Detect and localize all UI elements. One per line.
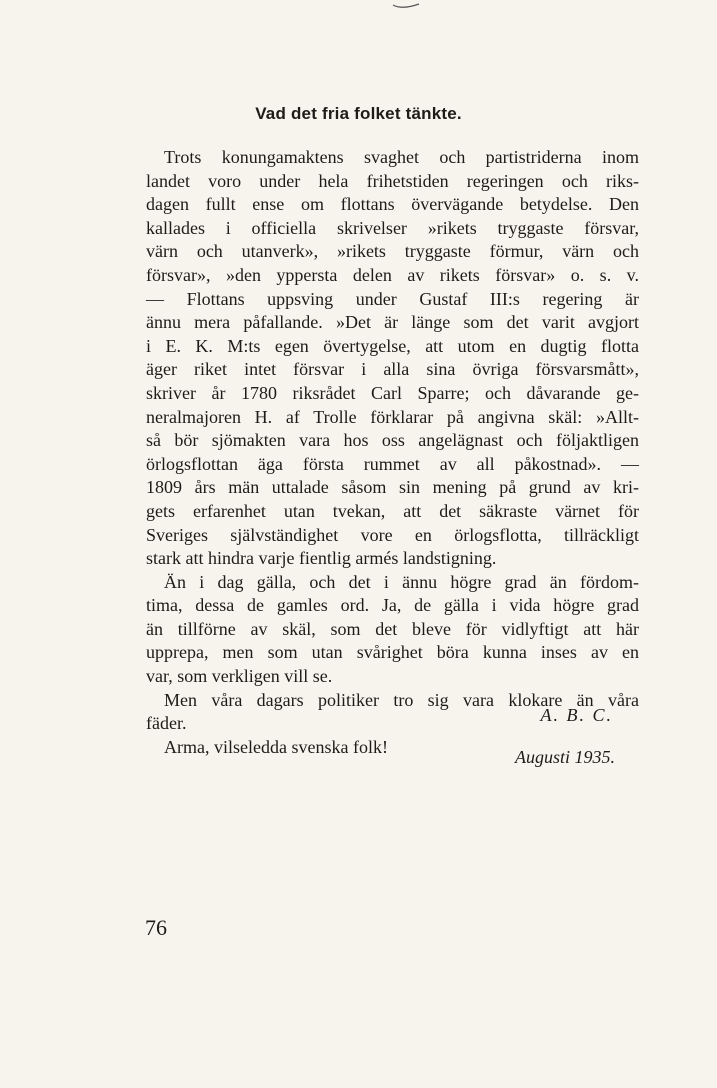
- text-line: så bör sjömakten vara hos oss angelägnast och följaktligen: [146, 430, 639, 451]
- text-line: tima, dessa de gamles ord. Ja, de gälla i vida högre grad: [146, 595, 639, 616]
- text-line: värn och utanverk», »rikets tryggaste förmur, värn och: [146, 241, 639, 262]
- page-heading: Vad det fria folket tänkte.: [255, 104, 462, 123]
- text-line: kallades i officiella skrivelser »rikets tryggaste försvar,: [146, 217, 639, 238]
- text-line: — Flottans uppsving under Gustaf III:s regering är: [146, 288, 639, 309]
- date-line: Augusti 1935.: [514, 747, 615, 767]
- page-number: 76: [145, 915, 167, 940]
- text-line: Sveriges självständighet vore en örlogsflotta, tillräckligt: [146, 524, 639, 545]
- signature: A. B. C.: [540, 705, 613, 725]
- text-line: äger riket intet försvar i alla sina övriga försvarsmått»,: [146, 359, 639, 380]
- text-line: Arma, vilseledda svenska folk!: [164, 736, 388, 757]
- text-line: fäder.: [146, 713, 187, 734]
- text-line: örlogsflottan äga första rummet av all påkostnad». —: [146, 453, 639, 474]
- text-line: neralmajoren H. af Trolle förklarar på angivna skäl: »Allt-: [146, 406, 639, 427]
- text-line: 1809 års män uttalade såsom sin mening på grund av kri-: [146, 477, 639, 498]
- text-line: skriver år 1780 riksrådet Carl Sparre; och dåvarande ge-: [146, 382, 639, 403]
- text-line: var, som verkligen vill se.: [146, 666, 333, 687]
- paragraph: [146, 571, 639, 689]
- text-line: upprepa, men som utan svårighet böra kunna inses av en: [146, 642, 639, 663]
- top-edge-mark: [392, 2, 420, 12]
- text-line: än tillförne av skäl, som det bleve för vidlyftigt att här: [146, 618, 639, 639]
- text-line: stark att hindra varje fientlig armés landstigning.: [146, 548, 497, 569]
- body-text: [146, 146, 639, 759]
- text-line: Trots konungamaktens svaghet och partistriderna inom: [164, 147, 639, 167]
- text-line: ännu mera påfallande. »Det är länge som det varit avgjort: [146, 312, 639, 333]
- text-line: Men våra dagars politiker tro sig vara klokare än våra: [164, 689, 639, 710]
- text-line: landet voro under hela frihetstiden regeringen och riks-: [146, 170, 639, 191]
- text-line: i E. K. M:ts egen övertygelse, att utom en dugtig flotta: [146, 335, 639, 356]
- text-line: Än i dag gälla, och det i ännu högre grad än fördom-: [164, 571, 639, 592]
- text-line: dagen fullt ense om flottans övervägande betydelse. Den: [146, 194, 639, 215]
- text-line: gets erfarenhet utan tvekan, att det säkraste värnet för: [146, 500, 639, 521]
- text-line: försvar», »den yppersta delen av rikets försvar» o. s. v.: [146, 264, 639, 285]
- paragraph: [146, 146, 639, 571]
